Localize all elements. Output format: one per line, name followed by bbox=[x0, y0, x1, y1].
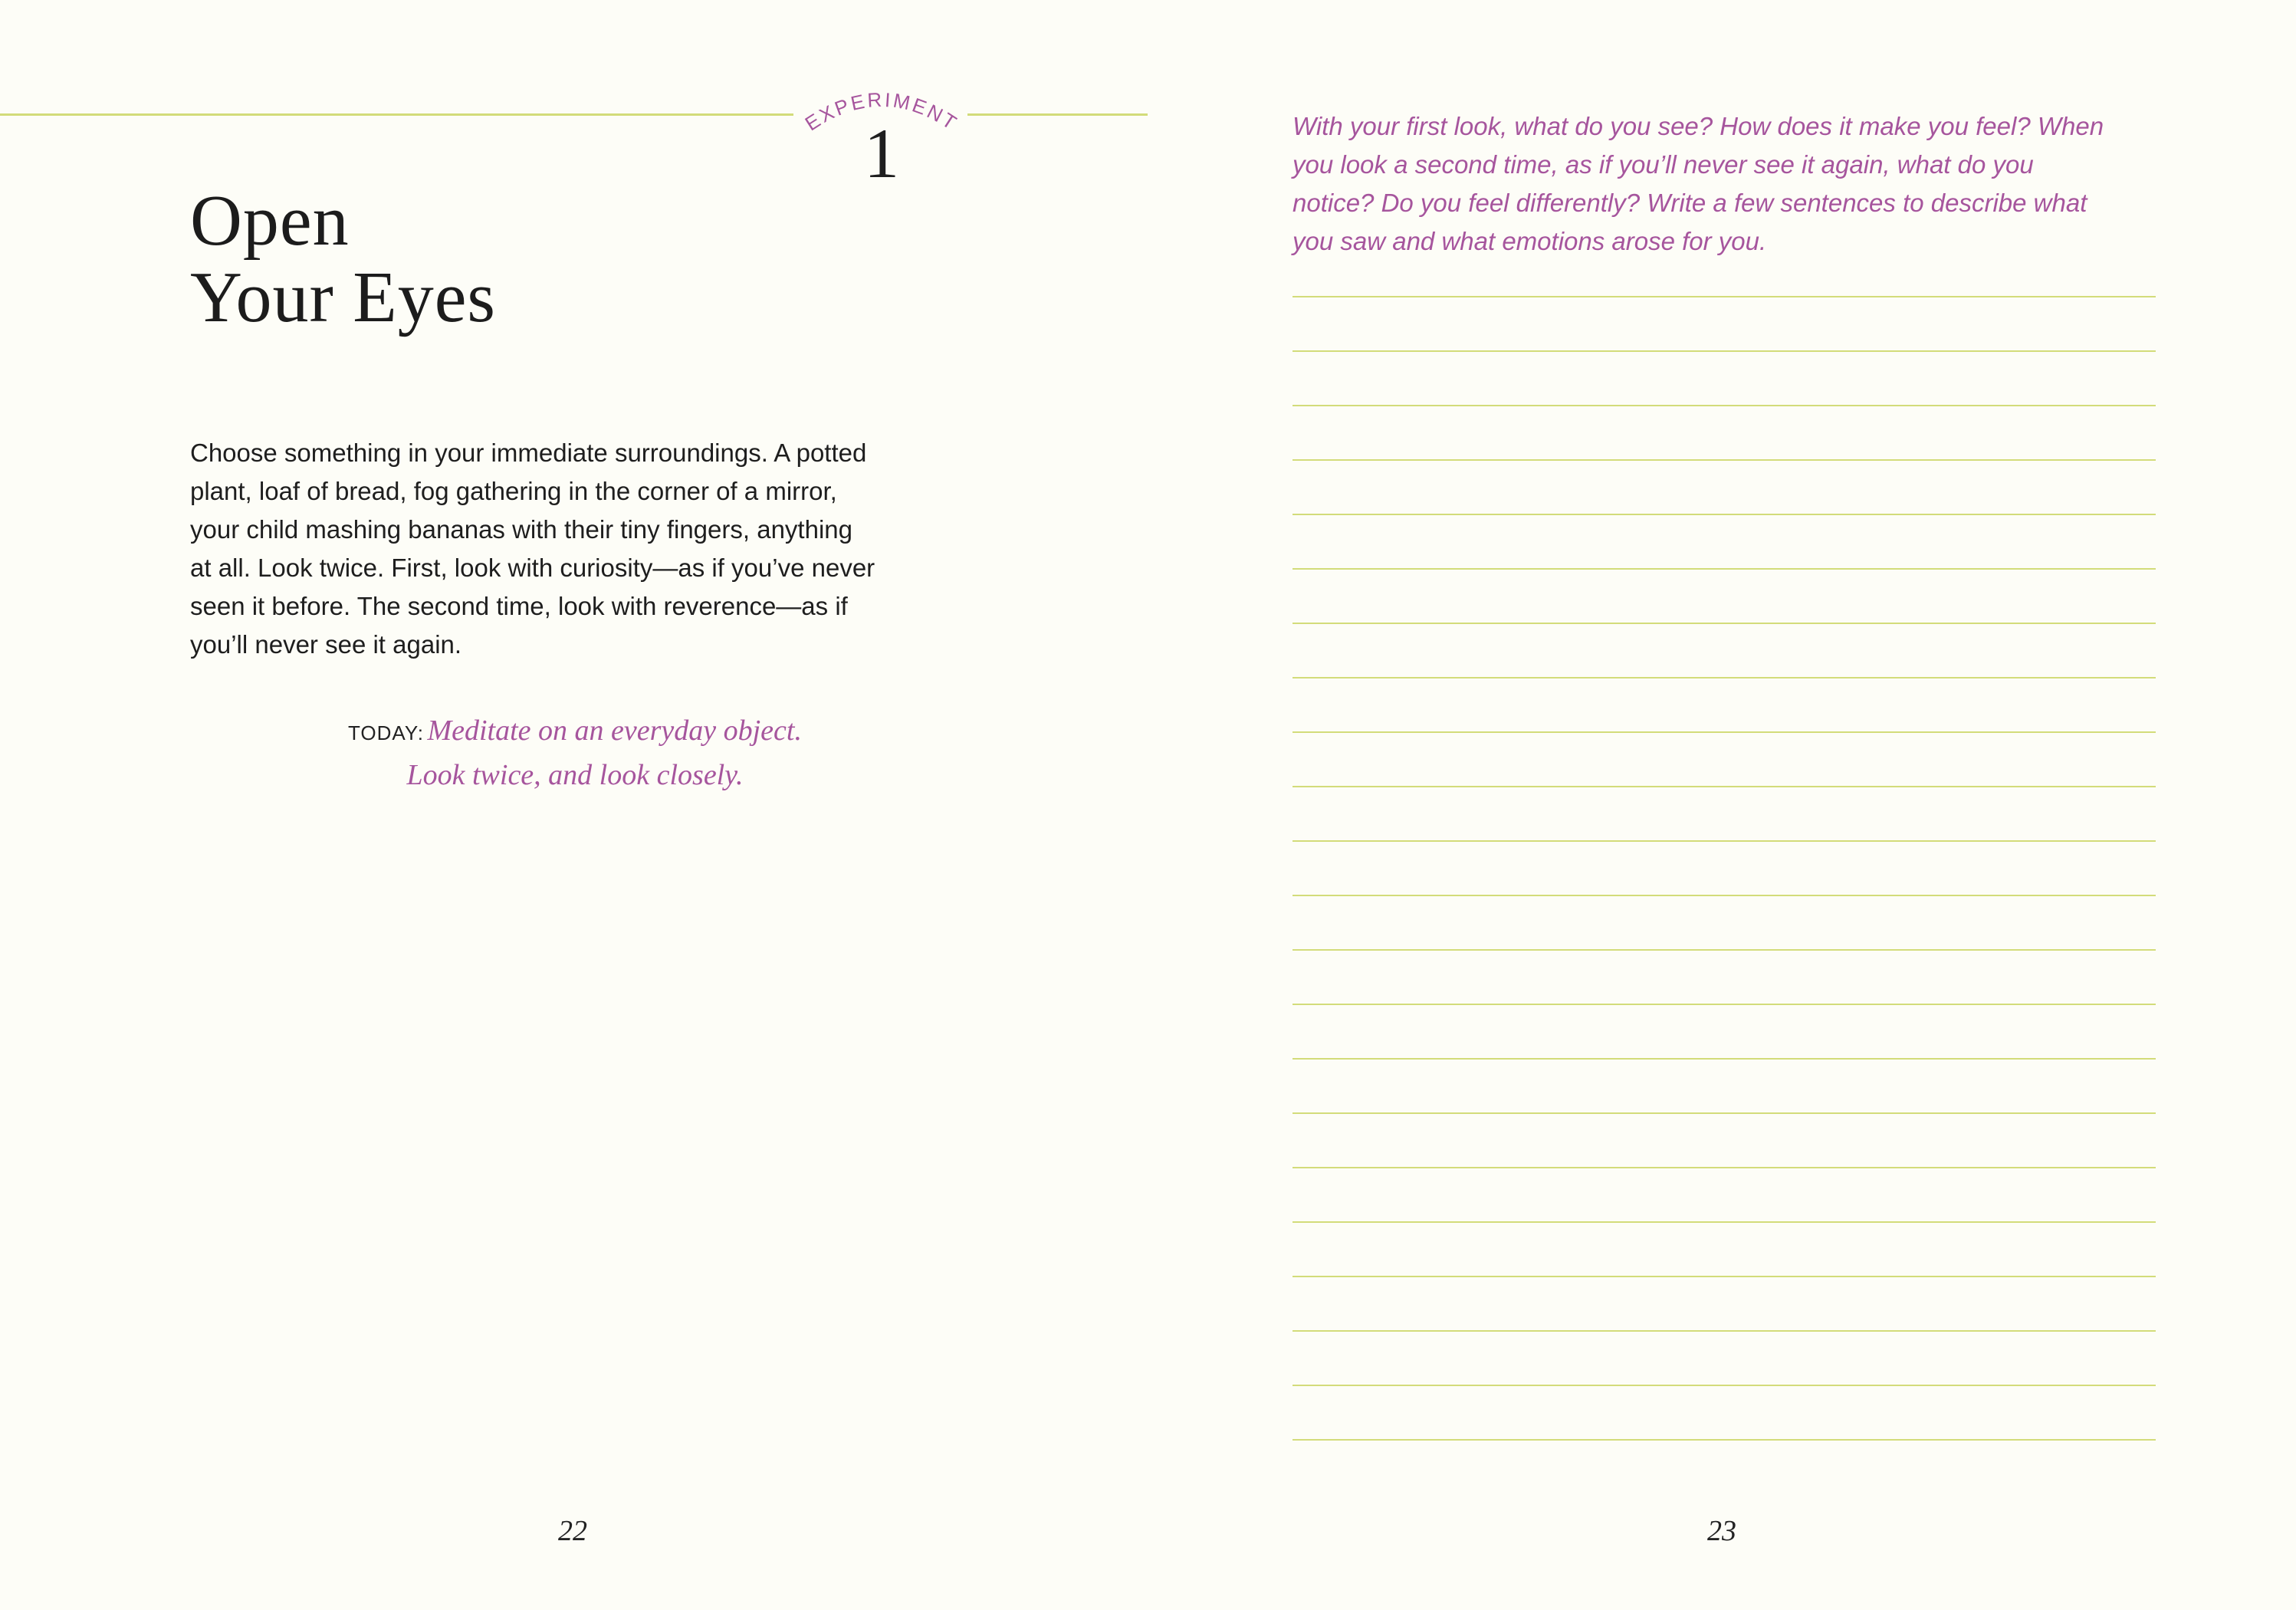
today-instruction bbox=[230, 711, 920, 800]
journal-prompt bbox=[1293, 107, 2159, 261]
body-line: plant, loaf of bread, fog gathering in the corner of a mirror, bbox=[190, 477, 837, 505]
today-label: TODAY: bbox=[348, 721, 424, 744]
writing-lines[interactable] bbox=[1293, 296, 2156, 1493]
writing-line[interactable] bbox=[1293, 568, 2156, 570]
top-rule-left bbox=[0, 113, 793, 116]
writing-line[interactable] bbox=[1293, 840, 2156, 842]
body-line: you’ll never see it again. bbox=[190, 630, 462, 659]
body-line: at all. Look twice. First, look with curiosity—as if you’ve never bbox=[190, 554, 875, 582]
writing-line[interactable] bbox=[1293, 895, 2156, 896]
writing-line[interactable] bbox=[1293, 1385, 2156, 1386]
body-line: your child mashing bananas with their tiny fingers, anything bbox=[190, 515, 852, 544]
writing-line[interactable] bbox=[1293, 1330, 2156, 1332]
writing-line[interactable] bbox=[1293, 1112, 2156, 1114]
page-number-left: 22 bbox=[558, 1515, 587, 1547]
writing-line[interactable] bbox=[1293, 1058, 2156, 1060]
writing-line[interactable] bbox=[1293, 1167, 2156, 1168]
prompt-line: you look a second time, as if you’ll never see it again, what do you bbox=[1293, 150, 2034, 179]
today-text-line-2: Look twice, and look closely. bbox=[406, 759, 744, 791]
writing-line[interactable] bbox=[1293, 1221, 2156, 1223]
writing-line[interactable] bbox=[1293, 1276, 2156, 1277]
writing-line[interactable] bbox=[1293, 786, 2156, 787]
top-rule-right-segment bbox=[967, 113, 1148, 116]
writing-line[interactable] bbox=[1293, 514, 2156, 515]
body-line: Choose something in your immediate surroundings. A potted bbox=[190, 439, 867, 467]
experiment-number: 1 bbox=[864, 114, 899, 192]
page-number-right: 23 bbox=[1707, 1515, 1736, 1547]
writing-line[interactable] bbox=[1293, 459, 2156, 461]
writing-line[interactable] bbox=[1293, 677, 2156, 678]
writing-line[interactable] bbox=[1293, 405, 2156, 406]
title-line: Open bbox=[190, 181, 350, 261]
page-title bbox=[190, 182, 880, 336]
writing-line[interactable] bbox=[1293, 350, 2156, 352]
body-line: seen it before. The second time, look with reverence—as if bbox=[190, 592, 848, 620]
writing-line[interactable] bbox=[1293, 623, 2156, 624]
prompt-line: notice? Do you feel differently? Write a few sentences to describe what bbox=[1293, 189, 2087, 217]
body-paragraph bbox=[190, 434, 941, 664]
title-line: Your Eyes bbox=[190, 258, 496, 337]
today-text-line-1: Meditate on an everyday object. bbox=[427, 715, 802, 747]
writing-line[interactable] bbox=[1293, 731, 2156, 733]
experiment-label: EXPERIMENT bbox=[800, 87, 963, 136]
prompt-line: With your first look, what do you see? How does it make you feel? When bbox=[1293, 112, 2104, 140]
prompt-line: you saw and what emotions arose for you. bbox=[1293, 227, 1767, 255]
writing-line[interactable] bbox=[1293, 1439, 2156, 1441]
writing-line[interactable] bbox=[1293, 949, 2156, 951]
writing-line[interactable] bbox=[1293, 1004, 2156, 1005]
writing-line[interactable] bbox=[1293, 296, 2156, 297]
